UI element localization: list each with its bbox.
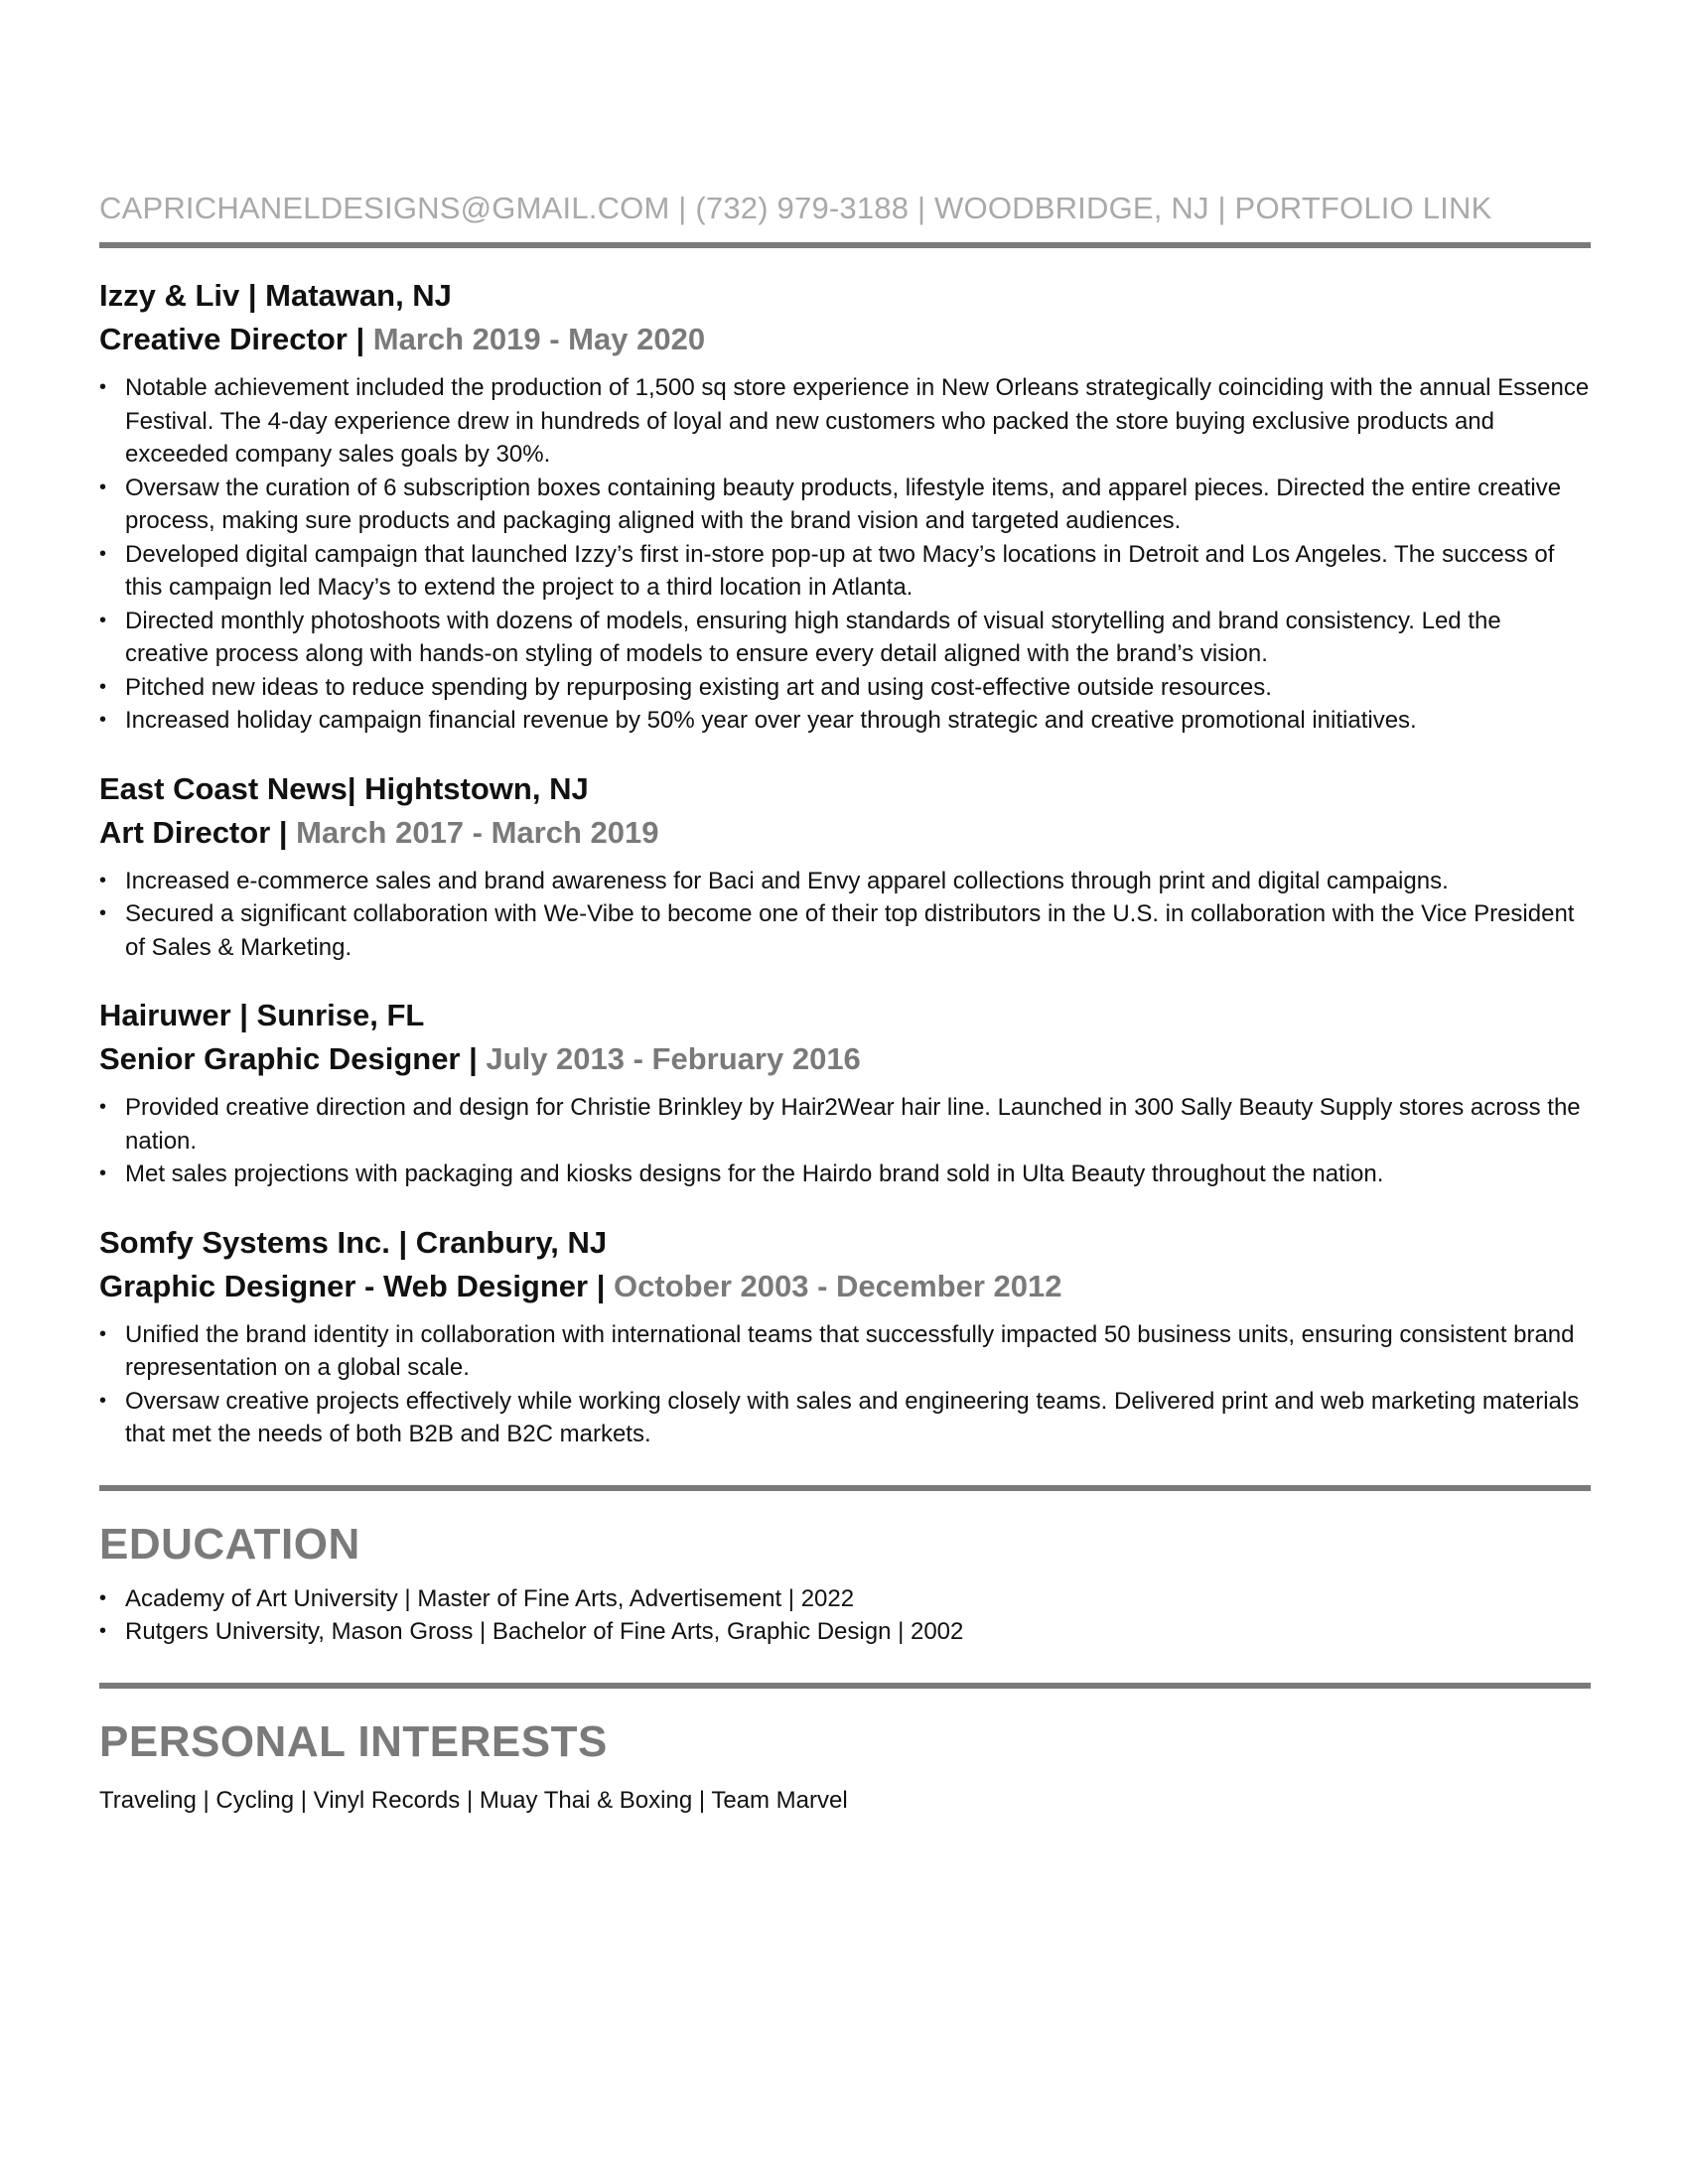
job-title-line	[99, 318, 1591, 361]
interests-text: Traveling | Cycling | Vinyl Records | Muay Thai & Boxing | Team Marvel	[99, 1786, 848, 1814]
company-name: Hairuwer | Sunrise, FL	[99, 998, 425, 1032]
job-dates: July 2013 - February 2016	[486, 1041, 861, 1076]
contact-line: CAPRICHANELDESIGNS@GMAIL.COM | (732) 979-3188 | WOODBRIDGE, NJ | PORTFOLIO LINK	[99, 191, 1492, 225]
education-divider	[99, 1485, 1591, 1491]
job-entry	[99, 767, 1591, 965]
job-bullet: • Secured a significant collaboration with We-Vibe to become one of their top distributors in the U.S. in collaboration with the Vice President of Sales & Marketing.	[99, 897, 1591, 964]
job-bullet: • Increased holiday campaign financial revenue by 50% year over year through strategic and creative promotional initiatives.	[99, 704, 1591, 738]
job-bullet: • Met sales projections with packaging and kiosks designs for the Hairdo brand sold in Ulta Beauty throughout the nation.	[99, 1158, 1591, 1191]
header-divider	[99, 242, 1591, 248]
job-bullet: • Notable achievement included the production of 1,500 sq store experience in New Orleans strategically coinciding with the annual Essence Festival. The 4-day experience drew in hundreds of loyal and new customers who packed the store buying exclusive products and exceeded company sales goals by 30%.	[99, 371, 1591, 472]
education-item: • Rutgers University, Mason Gross | Bachelor of Fine Arts, Graphic Design | 2002	[99, 1615, 1591, 1649]
job-bullet: • Directed monthly photoshoots with dozens of models, ensuring high standards of visual storytelling and brand consistency. Led the creative process along with hands-on styling of models to ensure every detail aligned with the brand’s vision.	[99, 605, 1591, 671]
job-bullet-list	[99, 1091, 1591, 1191]
job-bullet: • Pitched new ideas to reduce spending by repurposing existing art and using cost-effective outside resources.	[99, 671, 1591, 705]
job-title-line	[99, 811, 1591, 855]
interests-divider	[99, 1683, 1591, 1689]
job-bullet: • Oversaw creative projects effectively while working closely with sales and engineering teams. Delivered print and web marketing materials that met the needs of both B2B and B2C markets.	[99, 1385, 1591, 1451]
job-title: Senior Graphic Designer |	[99, 1041, 478, 1076]
education-list	[99, 1582, 1591, 1649]
job-title-line	[99, 1037, 1591, 1081]
job-dates: March 2017 - March 2019	[296, 814, 659, 850]
job-bullet: • Oversaw the curation of 6 subscription boxes containing beauty products, lifestyle items, and apparel pieces. Directed the entire creative process, making sure products and packaging aligned with the brand vision and targeted audiences.	[99, 472, 1591, 538]
job-title: Creative Director |	[99, 322, 365, 356]
job-entry	[99, 274, 1591, 738]
job-bullet: • Developed digital campaign that launched Izzy’s first in-store pop-up at two Macy’s locations in Detroit and Los Angeles. The success of this campaign led Macy’s to extend the project to a third location in Atlanta.	[99, 538, 1591, 605]
company-name: East Coast News| Hightstown, NJ	[99, 770, 589, 806]
job-bullet-list	[99, 1318, 1591, 1451]
company-name: Izzy & Liv | Matawan, NJ	[99, 278, 452, 313]
job-dates: March 2019 - May 2020	[372, 322, 706, 356]
job-bullet: • Increased e-commerce sales and brand awareness for Baci and Envy apparel collections through print and digital campaigns.	[99, 865, 1591, 898]
resume-page	[99, 189, 1591, 1817]
job-entry	[99, 1221, 1591, 1451]
company-name: Somfy Systems Inc. | Cranbury, NJ	[99, 1224, 608, 1260]
job-title: Art Director |	[99, 814, 288, 850]
job-bullet: • Unified the brand identity in collaboration with international teams that successfully impacted 50 business units, ensuring consistent brand representation on a global scale.	[99, 1318, 1591, 1385]
job-bullet: • Provided creative direction and design for Christie Brinkley by Hair2Wear hair line. Launched in 300 Sally Beauty Supply stores across the nation.	[99, 1091, 1591, 1158]
job-bullet-list	[99, 865, 1591, 965]
job-bullet-list	[99, 371, 1591, 738]
job-dates: October 2003 - December 2012	[614, 1268, 1062, 1303]
interests-heading: PERSONAL INTERESTS	[99, 1716, 608, 1766]
education-heading: EDUCATION	[99, 1519, 360, 1569]
job-title-line	[99, 1265, 1591, 1308]
job-entry	[99, 994, 1591, 1191]
education-item: • Academy of Art University | Master of Fine Arts, Advertisement | 2022	[99, 1582, 1591, 1616]
job-title: Graphic Designer - Web Designer |	[99, 1268, 606, 1303]
